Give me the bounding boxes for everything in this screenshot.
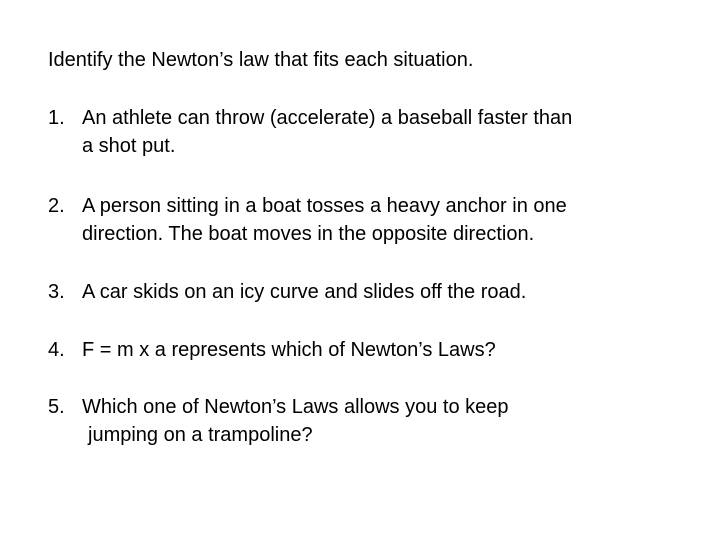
question-5-text-line-1: Which one of Newton’s Laws allows you to keep: [82, 396, 509, 418]
question-5-text-line-2: jumping on a trampoline?: [88, 424, 313, 446]
question-2: [48, 192, 567, 248]
question-3-text-line-1: A car skids on an icy curve and slides off the road.: [82, 281, 527, 303]
question-1: [48, 104, 572, 160]
question-4-number: 4.: [48, 339, 65, 361]
question-1-number: 1.: [48, 107, 65, 129]
question-2-text-line-1: A person sitting in a boat tosses a heavy anchor in one: [82, 195, 567, 217]
question-2-number: 2.: [48, 195, 65, 217]
question-5: [48, 393, 509, 449]
question-1-text-line-2: a shot put.: [82, 135, 176, 157]
question-5-first-line: [48, 393, 509, 421]
question-1-first-line: [48, 104, 572, 132]
question-3-first-line: [48, 278, 526, 306]
question-4-first-line: [48, 336, 496, 364]
slide-heading: Identify the Newton’s law that fits each situation.: [48, 49, 474, 71]
question-4: [48, 336, 496, 364]
question-2-text-line-2: direction. The boat moves in the opposite direction.: [82, 223, 535, 245]
question-1-text-line-1: An athlete can throw (accelerate) a baseball faster than: [82, 107, 573, 129]
question-3-number: 3.: [48, 281, 65, 303]
question-3: [48, 278, 526, 306]
question-2-first-line: [48, 192, 567, 220]
question-4-text-line-1: F = m x a represents which of Newton’s Laws?: [82, 339, 496, 361]
question-5-number: 5.: [48, 396, 65, 418]
